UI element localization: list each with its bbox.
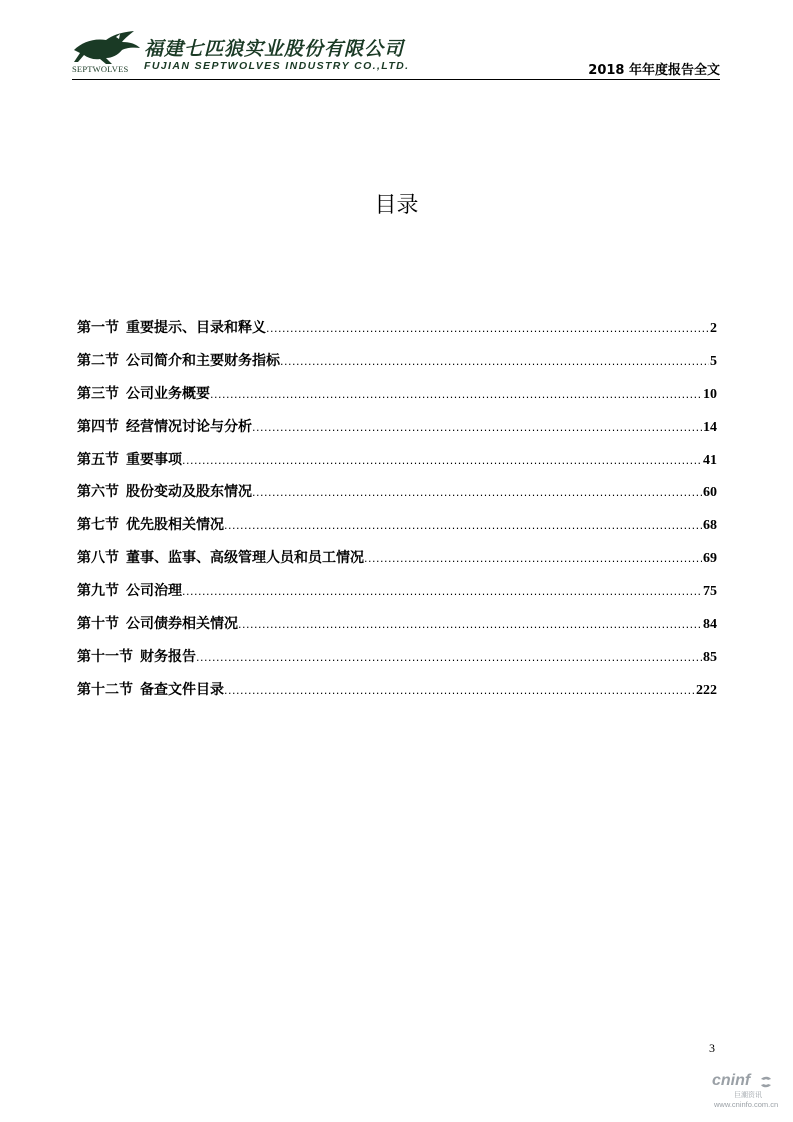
toc-leader-dots bbox=[364, 552, 702, 565]
toc-entry[interactable] bbox=[77, 350, 717, 383]
toc-entry[interactable] bbox=[77, 514, 717, 547]
toc-leader-dots bbox=[224, 684, 695, 697]
toc-section-number: 第五节 bbox=[77, 451, 119, 468]
toc-leader-dots bbox=[238, 618, 702, 631]
toc-page-number: 2 bbox=[710, 321, 717, 336]
toc-section-title: 备查文件目录 bbox=[140, 681, 224, 698]
toc-leader-dots bbox=[252, 486, 702, 499]
wolf-logo-icon bbox=[72, 28, 142, 68]
toc-section-title: 财务报告 bbox=[140, 648, 196, 665]
toc-section-title: 公司治理 bbox=[126, 583, 182, 600]
toc-section-title: 优先股相关情况 bbox=[126, 517, 224, 534]
toc-entry[interactable] bbox=[77, 679, 717, 712]
toc-entry[interactable] bbox=[77, 449, 717, 482]
toc-title: 目录 bbox=[374, 193, 419, 218]
toc-section-number: 第十二节 bbox=[77, 681, 133, 698]
toc-leader-dots bbox=[280, 355, 709, 368]
toc-section-number: 第七节 bbox=[77, 517, 119, 534]
toc-section-title: 经营情况讨论与分析 bbox=[126, 418, 252, 435]
toc-section-number: 第四节 bbox=[77, 418, 119, 435]
toc-section-title: 重要提示、目录和释义 bbox=[126, 320, 266, 336]
toc-page-number: 75 bbox=[703, 584, 717, 600]
toc-section-number: 第十一节 bbox=[77, 648, 133, 665]
report-title: 2018 年年度报告全文 bbox=[588, 63, 720, 78]
company-name-en: FUJIAN SEPTWOLVES INDUSTRY CO.,LTD. bbox=[144, 60, 410, 72]
toc-page-number: 68 bbox=[703, 518, 717, 534]
toc-entry[interactable] bbox=[77, 416, 717, 449]
toc-page-number: 41 bbox=[703, 452, 717, 468]
toc-entry[interactable] bbox=[77, 646, 717, 679]
toc-section-title: 公司业务概要 bbox=[126, 385, 210, 402]
toc-entry[interactable] bbox=[77, 383, 717, 416]
page-number: 3 bbox=[709, 1041, 715, 1055]
toc-leader-dots bbox=[182, 454, 702, 467]
toc-page-number: 14 bbox=[703, 419, 717, 435]
toc-page-number: 85 bbox=[703, 649, 717, 665]
toc-page-number: 5 bbox=[710, 353, 717, 369]
toc-entry[interactable] bbox=[77, 317, 717, 350]
toc-section-title: 重要事项 bbox=[126, 451, 182, 468]
toc-page-number: 10 bbox=[703, 386, 717, 402]
toc-entry[interactable] bbox=[77, 580, 717, 613]
page-header bbox=[72, 28, 720, 80]
watermark-cn-text: 巨潮资讯 bbox=[734, 1091, 762, 1099]
table-of-contents bbox=[77, 317, 717, 712]
toc-section-title: 股份变动及股东情况 bbox=[126, 484, 252, 501]
toc-entry[interactable] bbox=[77, 547, 717, 580]
toc-page-number: 60 bbox=[703, 485, 717, 501]
toc-leader-dots bbox=[182, 585, 702, 598]
toc-entry[interactable] bbox=[77, 613, 717, 646]
toc-section-number: 第十节 bbox=[77, 616, 119, 633]
watermark-url: www.cninfo.com.cn bbox=[714, 1100, 779, 1109]
toc-section-title: 公司简介和主要财务指标 bbox=[126, 352, 280, 369]
watermark-brand: cninf bbox=[712, 1072, 751, 1089]
toc-entry[interactable] bbox=[77, 481, 717, 514]
cninfo-logo-icon bbox=[758, 1074, 774, 1090]
toc-section-title: 公司债券相关情况 bbox=[126, 616, 238, 633]
toc-page-number: 69 bbox=[703, 551, 717, 567]
company-name-cn: 福建七匹狼实业股份有限公司 bbox=[144, 38, 405, 60]
toc-section-title: 董事、监事、高级管理人员和员工情况 bbox=[126, 550, 364, 567]
logo-brand-mark: SEPTWOLVES bbox=[72, 64, 129, 74]
toc-page-number: 84 bbox=[703, 617, 717, 633]
toc-leader-dots bbox=[266, 322, 709, 335]
toc-section-number: 第一节 bbox=[77, 320, 119, 336]
toc-section-number: 第八节 bbox=[77, 550, 119, 567]
toc-leader-dots bbox=[196, 651, 702, 664]
toc-leader-dots bbox=[210, 388, 702, 401]
toc-section-number: 第九节 bbox=[77, 583, 119, 600]
header-divider bbox=[72, 79, 720, 80]
toc-page-number: 222 bbox=[696, 682, 717, 698]
toc-section-number: 第三节 bbox=[77, 385, 119, 402]
cninfo-watermark bbox=[712, 1072, 790, 1112]
toc-leader-dots bbox=[252, 421, 702, 434]
toc-section-number: 第二节 bbox=[77, 352, 119, 369]
toc-leader-dots bbox=[224, 519, 702, 532]
toc-section-number: 第六节 bbox=[77, 484, 119, 501]
